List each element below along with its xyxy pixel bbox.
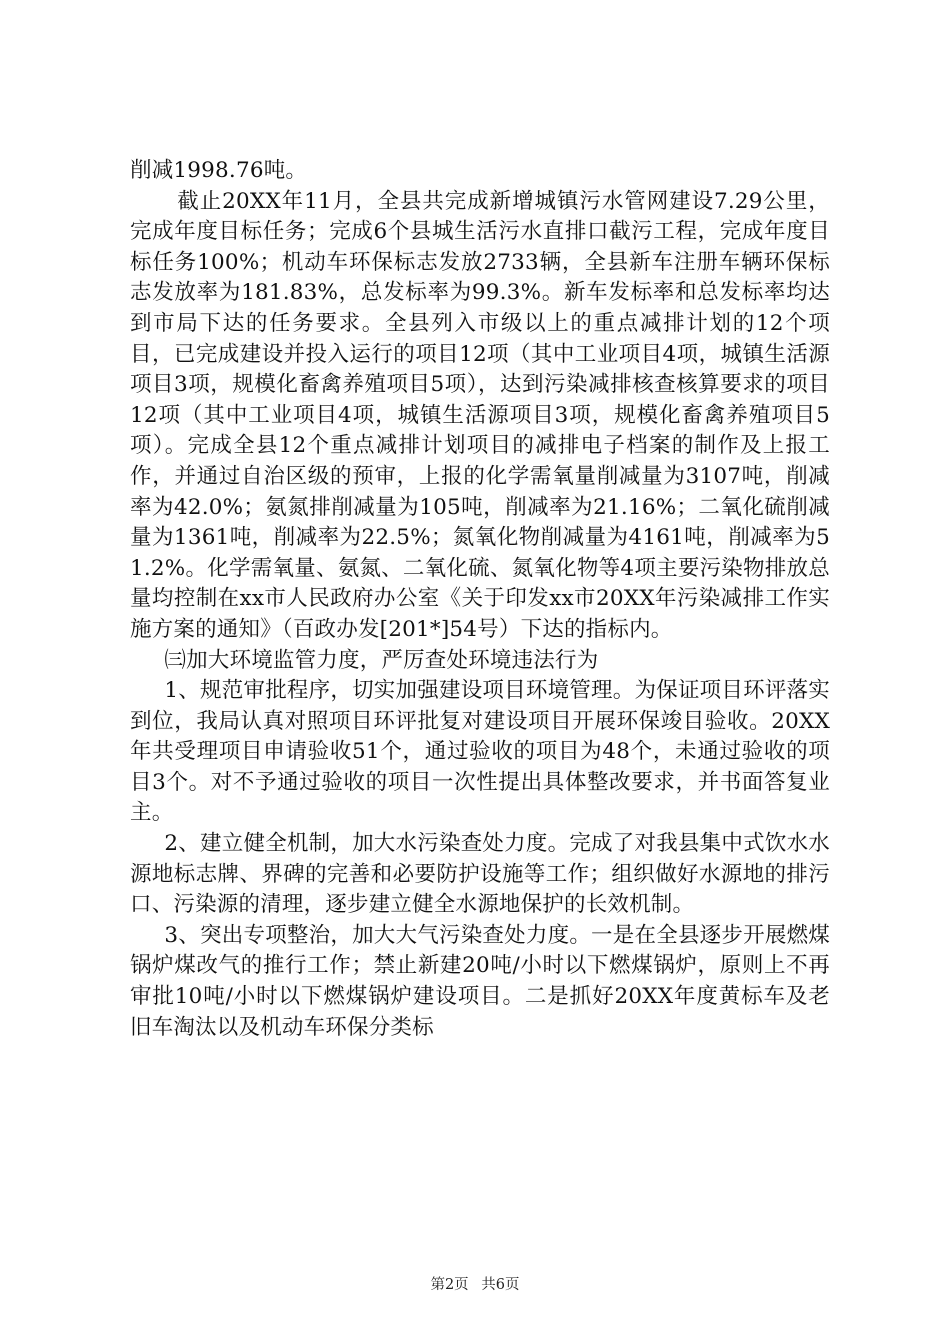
page-number: 第2页 [430,1277,469,1293]
paragraph-water-pollution: 2、建立健全机制，加大水污染查处力度。完成了对我县集中式饮水水源地标志牌、界碑的完善和必要防护设施等工作；组织做好水源地的排污口、污染源的清理，逐步建立健全水源地保护的长效机制。 [130,831,830,918]
document-body [130,156,830,1043]
paragraph-continuation: 削减1998.76吨。 [130,158,308,183]
paragraph-approval-procedure: 1、规范审批程序，切实加强建设项目环境管理。为保证项目环评落实到位，我局认真对照项目环评批复对建设项目开展环保竣目验收。20XX年共受理项目申请验收51个，通过验收的项目为48个，未通过验收的项目3个。对不予通过验收的项目一次性提出具体整改要求，并书面答复业主。 [130,678,830,826]
page-footer [0,1273,950,1294]
paragraph-emission-progress: 截止20XX年11月，全县共完成新增城镇污水管网建设7.29公里，完成年度目标任务；完成6个县城生活污水直排口截污工程，完成年度目标任务100%；机动车环保标志发放2733辆，全县新车注册车辆环保标志发放率为181.83%，总发标率为99.3%。新车发标率和总发标率均达到市局下达的任务要求。全县列入市级以上的重点减排计划的12个项目，已完成建设并投入运行的项目12项（其中工业项目4项，城镇生活源项目3项，规模化畜禽养殖项目5项），达到污染减排核查核算要求的项目12项（其中工业项目4项，城镇生活源项目3项，规模化畜禽养殖项目5项）。完成全县12个重点减排计划项目的减排电子档案的制作及上报工作，并通过自治区级的预审，上报的化学需氧量削减量为3107吨，削减率为42.0%；氨氮排削减量为105吨，削减率为21.16%；二氧化硫削减量为1361吨，削减率为22.5%；氮氧化物削减量为4161吨，削减率为51.2%。化学需氧量、氨氮、二氧化硫、氮氧化物等4项主要污染物排放总量均控制在xx市人民政府办公室《关于印发xx市20XX年污染减排工作实施方案的通知》（百政办发[201*]54号）下达的指标内。 [130,188,830,642]
paragraph-air-pollution: 3、突出专项整治，加大大气污染查处力度。一是在全县逐步开展燃煤锅炉煤改气的推行工作；禁止新建20吨/小时以下燃煤锅炉，原则上不再审批10吨/小时以下燃煤锅炉建设项目。二是抓好20XX年度黄标车及老旧车淘汰以及机动车环保分类标 [130,922,830,1040]
page-total: 共6页 [481,1277,520,1293]
section-heading: ㈢加大环境监管力度，严厉查处环境违法行为 [164,647,599,673]
